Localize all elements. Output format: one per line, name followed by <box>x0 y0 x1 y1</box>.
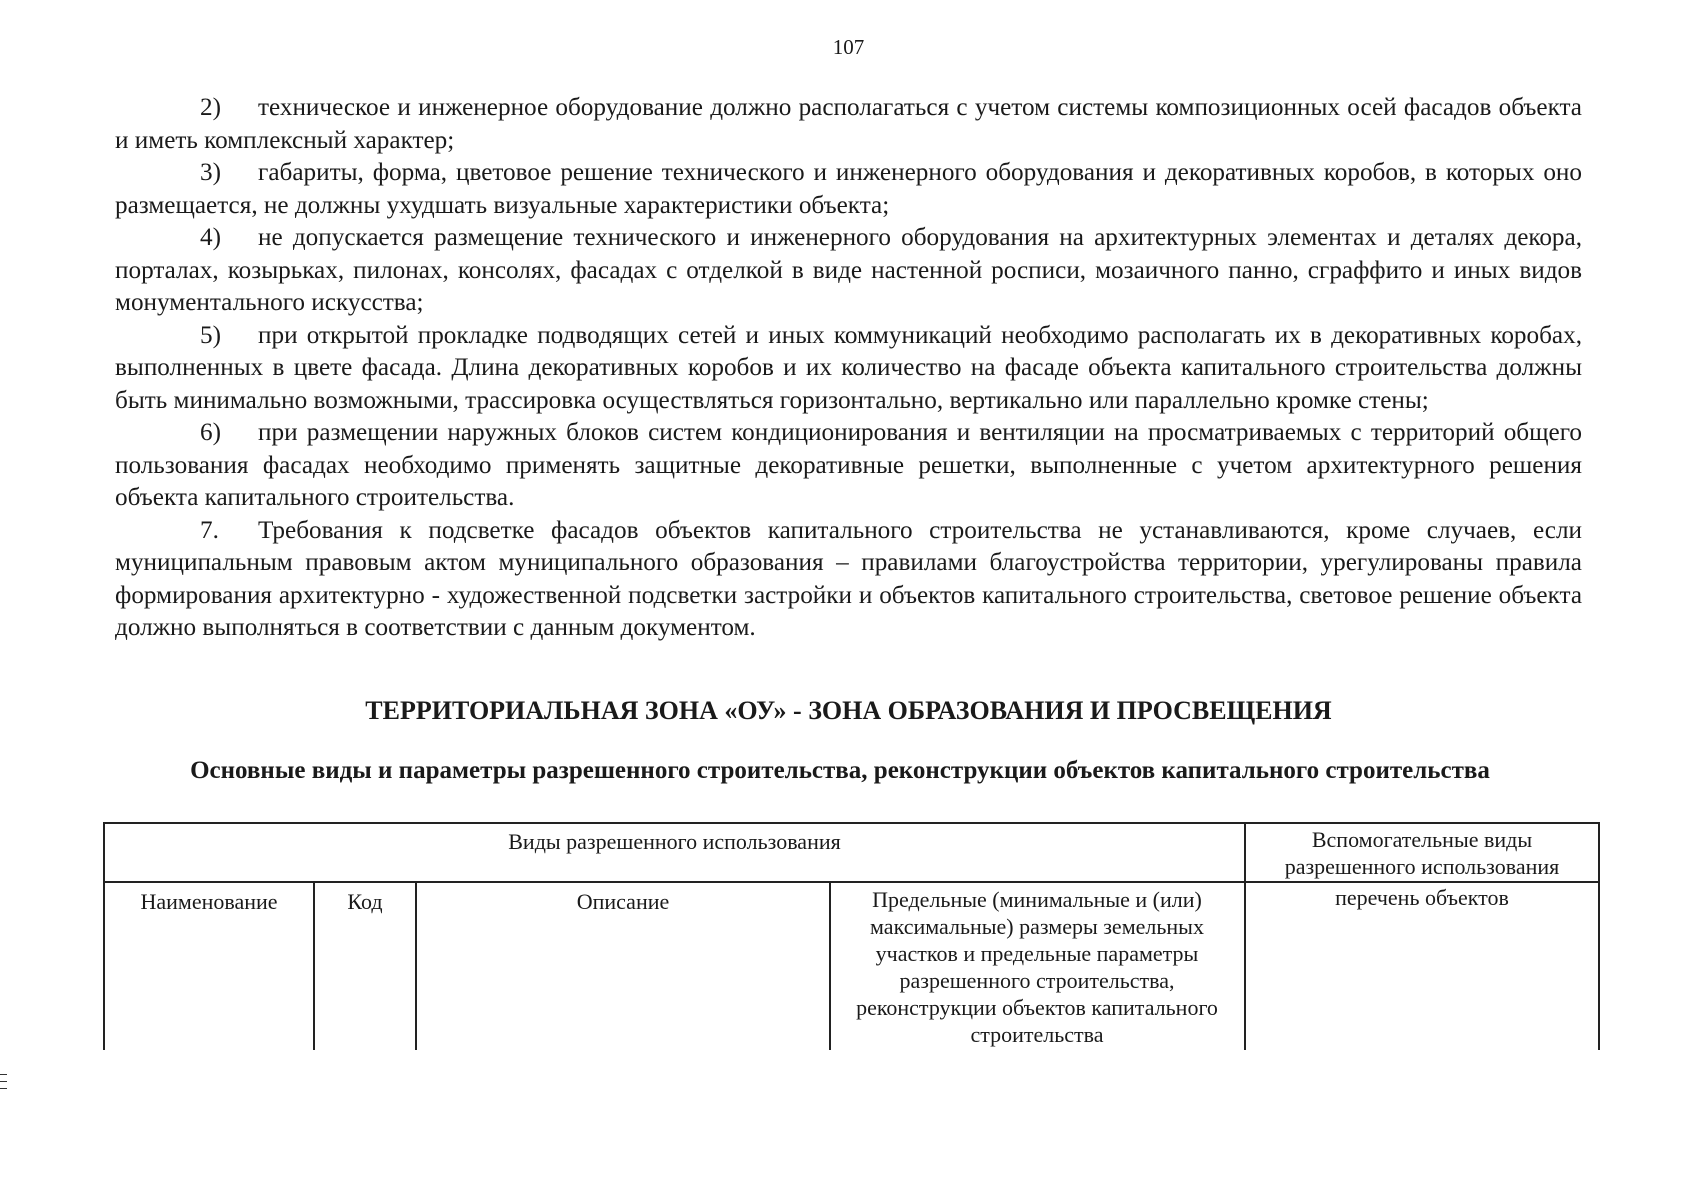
zone-title: ТЕРРИТОРИАЛЬНАЯ ЗОНА «ОУ» - ЗОНА ОБРАЗОВАНИЯ И ПРОСВЕЩЕНИЯ <box>365 696 1332 725</box>
table-right-border <box>1598 822 1600 1050</box>
table-header-divider <box>103 881 1600 883</box>
permitted-use-table <box>103 822 1603 1050</box>
item-text: не допускается размещение технического и инженерного оборудования на архитектурных элементах и деталях декора, порталах, козырьках, пилонах, консолях, фасадах с отделкой в виде настенной росписи, мозаичного панно, сграффито и иных видов монументального искусства; <box>115 224 1582 316</box>
table-top-border <box>103 822 1600 824</box>
item-number: 2) <box>200 94 221 121</box>
paragraph-item-5 <box>115 320 1582 418</box>
column-header-code: Код <box>347 889 383 914</box>
scan-edge-mark <box>0 1081 7 1082</box>
scan-edge-mark <box>0 1088 7 1089</box>
column-header-objects-list: перечень объектов <box>1335 885 1509 910</box>
item-text: при открытой прокладке подводящих сетей и иных коммуникаций необходимо располагать их в декоративных коробах, выполненных в цвете фасада. Длина декоративных коробов и их количество на фасаде объекта капитального строительства должны быть минимально возможными, трассировка осуществляться горизонтально, вертикально или параллельно кромке стены; <box>115 321 1582 414</box>
item-number: 6) <box>200 419 221 446</box>
item-text: Требования к подсветке фасадов объектов капитального строительства не устанавливаются, кроме случаев, если муниципальным правовым актом муниципального образования – правилами благоустройства территории, урегулированы правила формирования архитектурно - художественной подсветки застройки и объектов капитального строительства, световое решение объекта должно выполняться в соответствии с данным документом. <box>115 516 1582 641</box>
paragraph-item-7 <box>115 515 1582 645</box>
column-header-name: Наименование <box>140 889 278 914</box>
column-header-description: Описание <box>576 889 670 914</box>
paragraph-item-3 <box>115 157 1582 222</box>
paragraph-item-2 <box>115 92 1582 157</box>
paragraph-item-4 <box>115 222 1582 320</box>
scan-edge-mark <box>0 1074 7 1075</box>
item-number: 3) <box>200 159 221 186</box>
item-number: 4) <box>200 224 221 251</box>
group-header-aux: Вспомогательные виды разрешенного использования <box>1284 827 1560 879</box>
item-number: 7. <box>200 516 219 544</box>
body-text <box>115 92 1582 645</box>
item-number: 5) <box>200 321 221 349</box>
paragraph-item-6 <box>115 417 1582 515</box>
item-text: габариты, форма, цветовое решение технического и инженерного оборудования и декоративных коробов, в которых оно размещается, не должны ухудшать визуальные характеристики объекта; <box>115 159 1582 219</box>
group-header-main: Виды разрешенного использования <box>508 829 841 854</box>
section-title: Основные виды и параметры разрешенного строительства, реконструкции объектов капитального строительства <box>190 757 1490 784</box>
column-header-parameters: Предельные (минимальные и (или) максимальные) размеры земельных участков и предельные параметры разрешенного строительства, реконструкции объектов капитального строительства <box>856 887 1218 1047</box>
column-divider <box>829 881 831 1050</box>
item-text: техническое и инженерное оборудование должно располагаться с учетом системы композиционных осей фасадов объекта и иметь комплексный характер; <box>115 94 1582 154</box>
item-text: при размещении наружных блоков систем кондиционирования и вентиляции на просматриваемых с территорий общего пользования фасадах необходимо применять защитные декоративные решетки, выполненные с учетом архитектурного решения объекта капитального строительства. <box>115 419 1582 511</box>
table-left-border <box>103 822 105 1050</box>
page-number: 107 <box>832 35 865 59</box>
